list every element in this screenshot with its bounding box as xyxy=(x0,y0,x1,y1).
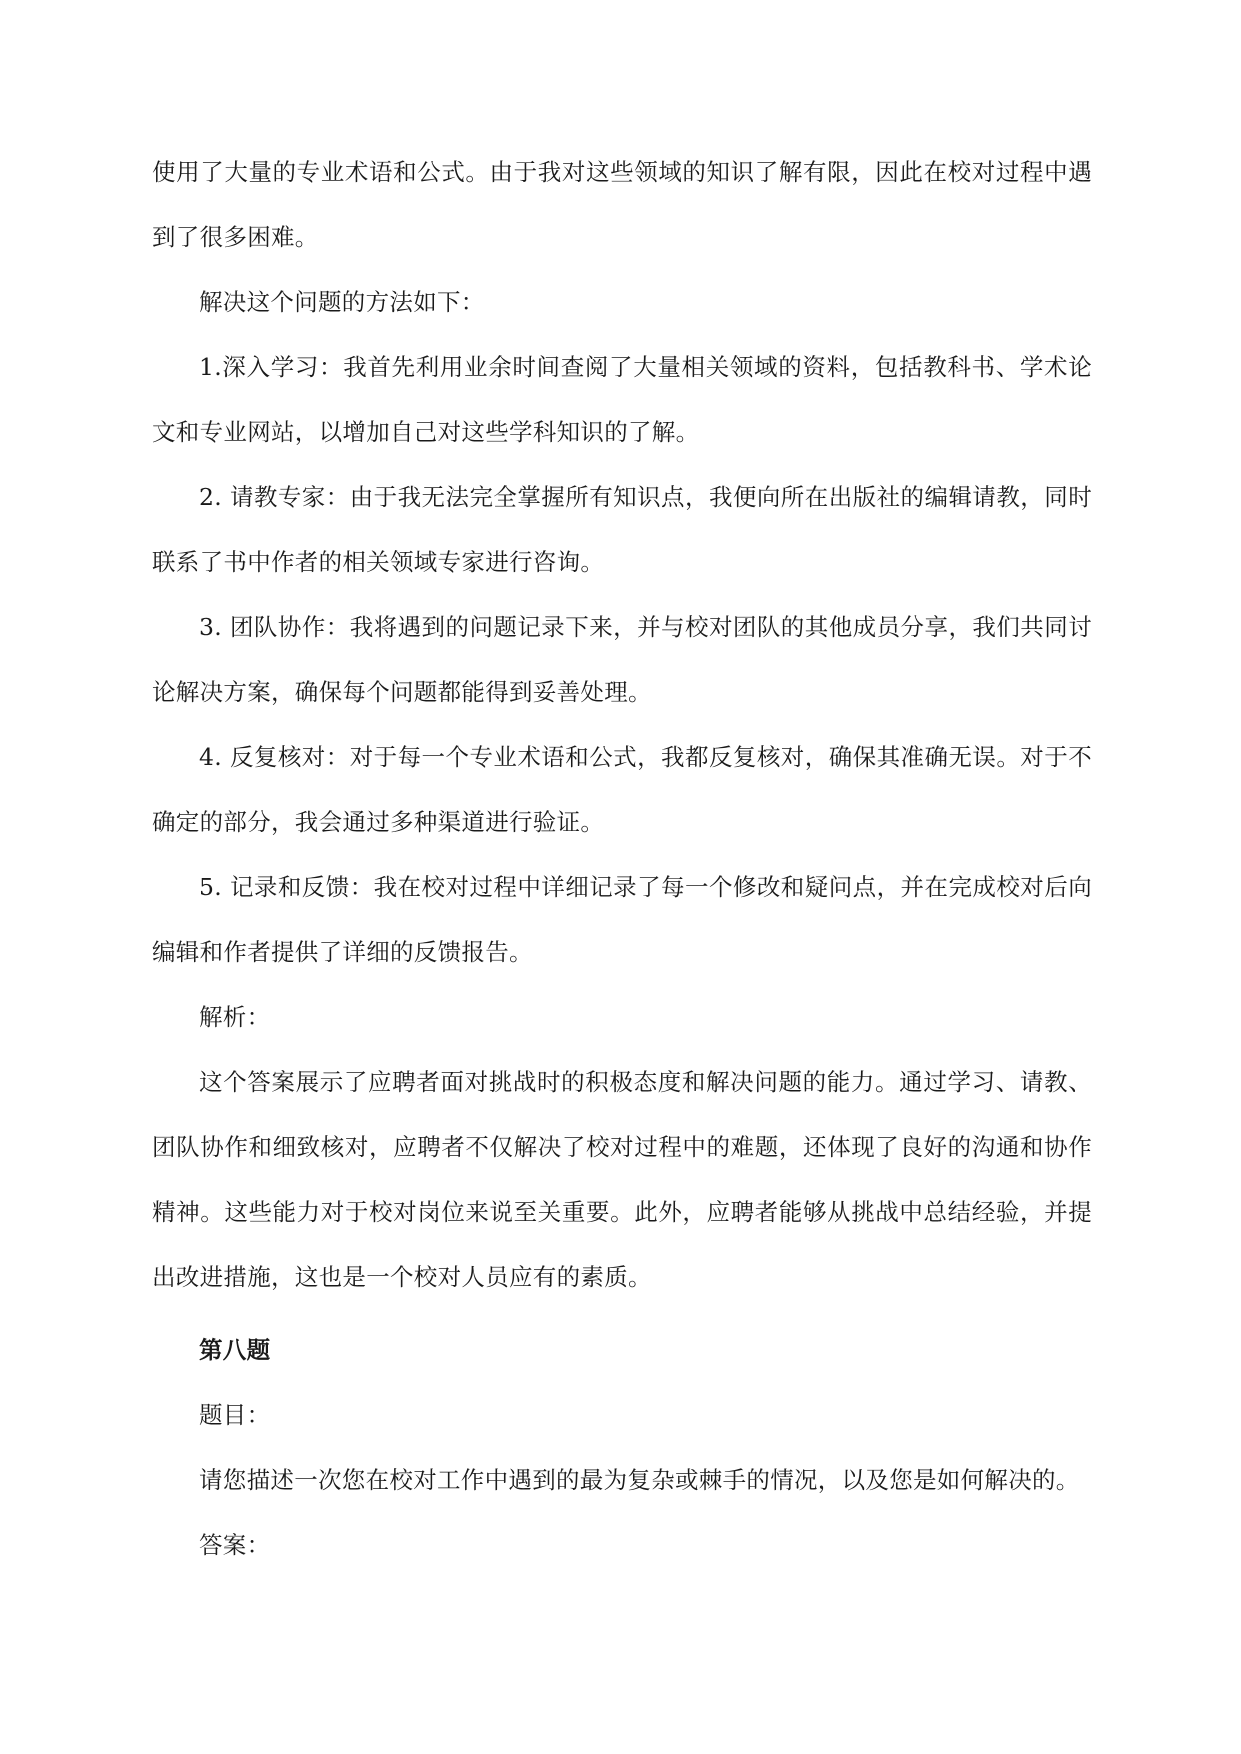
paragraph-step-4: 4. 反复核对：对于每一个专业术语和公式，我都反复核对，确保其准确无误。对于不确定的部分，我会通过多种渠道进行验证。 xyxy=(152,743,1092,836)
paragraph-analysis-label: 解析： xyxy=(199,1003,271,1031)
paragraph-continuation: 使用了大量的专业术语和公式。由于我对这些领域的知识了解有限，因此在校对过程中遇到了很多困难。 xyxy=(152,158,1092,251)
paragraph-step-3: 3. 团队协作：我将遇到的问题记录下来，并与校对团队的其他成员分享，我们共同讨论解决方案，确保每个问题都能得到妥善处理。 xyxy=(152,613,1092,706)
paragraph-method-intro: 解决这个问题的方法如下： xyxy=(199,288,485,316)
question-heading: 第八题 xyxy=(199,1336,271,1364)
paragraph-step-2: 2. 请教专家：由于我无法完全掌握所有知识点，我便向所在出版社的编辑请教，同时联系了书中作者的相关领域专家进行咨询。 xyxy=(152,483,1092,576)
document-body xyxy=(152,140,1092,1578)
paragraph-analysis-body: 这个答案展示了应聘者面对挑战时的积极态度和解决问题的能力。通过学习、请教、团队协作和细致核对，应聘者不仅解决了校对过程中的难题，还体现了良好的沟通和协作精神。这些能力对于校对岗位来说至关重要。此外，应聘者能够从挑战中总结经验，并提出改进措施，这也是一个校对人员应有的素质。 xyxy=(152,1068,1092,1291)
question-body: 请您描述一次您在校对工作中遇到的最为复杂或棘手的情况，以及您是如何解决的。 xyxy=(199,1466,1080,1494)
answer-label: 答案： xyxy=(199,1531,271,1559)
paragraph-step-1: 1.深入学习：我首先利用业余时间查阅了大量相关领域的资料，包括教科书、学术论文和专业网站，以增加自己对这些学科知识的了解。 xyxy=(152,353,1092,446)
question-label: 题目： xyxy=(199,1401,271,1429)
paragraph-step-5: 5. 记录和反馈：我在校对过程中详细记录了每一个修改和疑问点，并在完成校对后向编辑和作者提供了详细的反馈报告。 xyxy=(152,873,1092,966)
